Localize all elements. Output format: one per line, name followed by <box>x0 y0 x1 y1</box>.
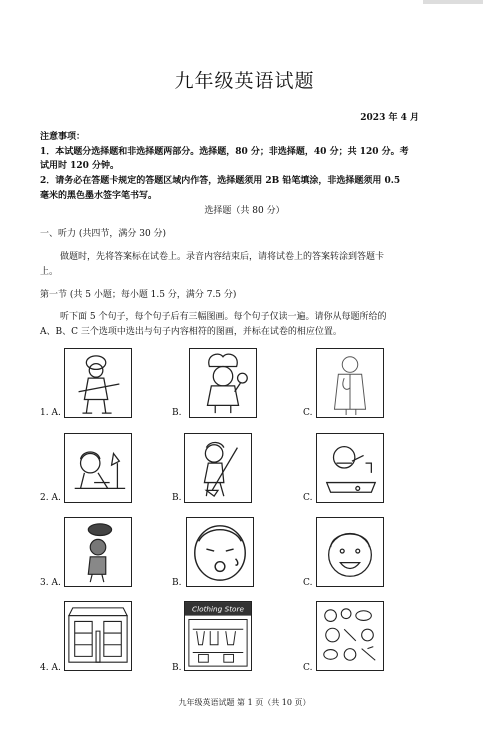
q3-c-happy-face-picture[interactable] <box>316 517 384 587</box>
q1-option-c-label: C. <box>303 408 313 418</box>
q2-b-sweeping-picture[interactable] <box>184 433 252 503</box>
exam-date: 2023 年 4 月 <box>360 113 419 123</box>
q4-option-b-label: B. <box>172 663 182 673</box>
q3-option-c-label: C. <box>303 578 313 588</box>
listening-line2: 上。 <box>40 267 59 277</box>
notice-2-line1: 2．请务必在答题卡规定的答题区域内作答，选择题须用 2B 铅笔填涂，非选择题须用 0.5 <box>40 176 401 186</box>
q1-b-chef-picture[interactable] <box>189 348 257 418</box>
q4-option-a-label: 4. A. <box>40 663 61 673</box>
q1-c-doctor-picture[interactable] <box>316 348 384 418</box>
notice-1-line2: 试用时 120 分钟。 <box>40 161 120 171</box>
page-title: 九年级英语试题 <box>174 70 315 92</box>
scan-edge-mark <box>423 0 483 4</box>
part-one-heading: 一、听力 (共四节，满分 30 分) <box>40 229 167 239</box>
q1-a-soldier-picture[interactable] <box>64 348 132 418</box>
instruction-line2: A、B、C 三个选项中选出与句子内容相符的图画，并标在试卷的相应位置。 <box>40 327 342 337</box>
section-title: 选择题（共 80 分） <box>204 206 285 216</box>
q3-option-b-label: B. <box>172 578 182 588</box>
section-one-heading: 第一节 (共 5 小题；每小题 1.5 分，满分 7.5 分) <box>40 290 237 300</box>
q4-b-clothing-store-picture[interactable] <box>184 601 252 671</box>
q2-option-a-label: 2. A. <box>40 493 61 503</box>
q4-option-c-label: C. <box>303 663 313 673</box>
q2-a-studying-picture[interactable] <box>64 433 132 503</box>
q4-c-fruits-vegetables-picture[interactable] <box>316 601 384 671</box>
notice-1-line1: 1．本试题分选择题和非选择题两部分。选择题，80 分；非选择题，40 分；共 120 分。考 <box>40 147 409 157</box>
q1-option-a-label: 1. A. <box>40 408 61 418</box>
q2-option-b-label: B. <box>172 493 182 503</box>
store-sign-text: Clothing Store <box>192 604 244 614</box>
q3-b-sick-face-picture[interactable] <box>186 517 254 587</box>
q2-option-c-label: C. <box>303 493 313 503</box>
notice-2-line2: 毫米的黑色墨水签字笔书写。 <box>40 191 158 201</box>
instruction-line1: 听下面 5 个句子，每个句子后有三幅图画。每个句子仅读一遍。请你从每题所给的 <box>60 312 387 322</box>
q4-a-bookstore-picture[interactable] <box>64 601 132 671</box>
page-footer: 九年级英语试题 第 1 页（共 10 页） <box>178 698 311 707</box>
q2-c-brushing-teeth-picture[interactable] <box>316 433 384 503</box>
q3-option-a-label: 3. A. <box>40 578 61 588</box>
q3-a-boy-with-cloud-picture[interactable] <box>64 517 132 587</box>
listening-line1: 做题时，先将答案标在试卷上。录音内容结束后，请将试卷上的答案转涂到答题卡 <box>60 252 385 262</box>
notice-heading: 注意事项： <box>40 132 86 142</box>
q1-option-b-label: B. <box>172 408 182 418</box>
